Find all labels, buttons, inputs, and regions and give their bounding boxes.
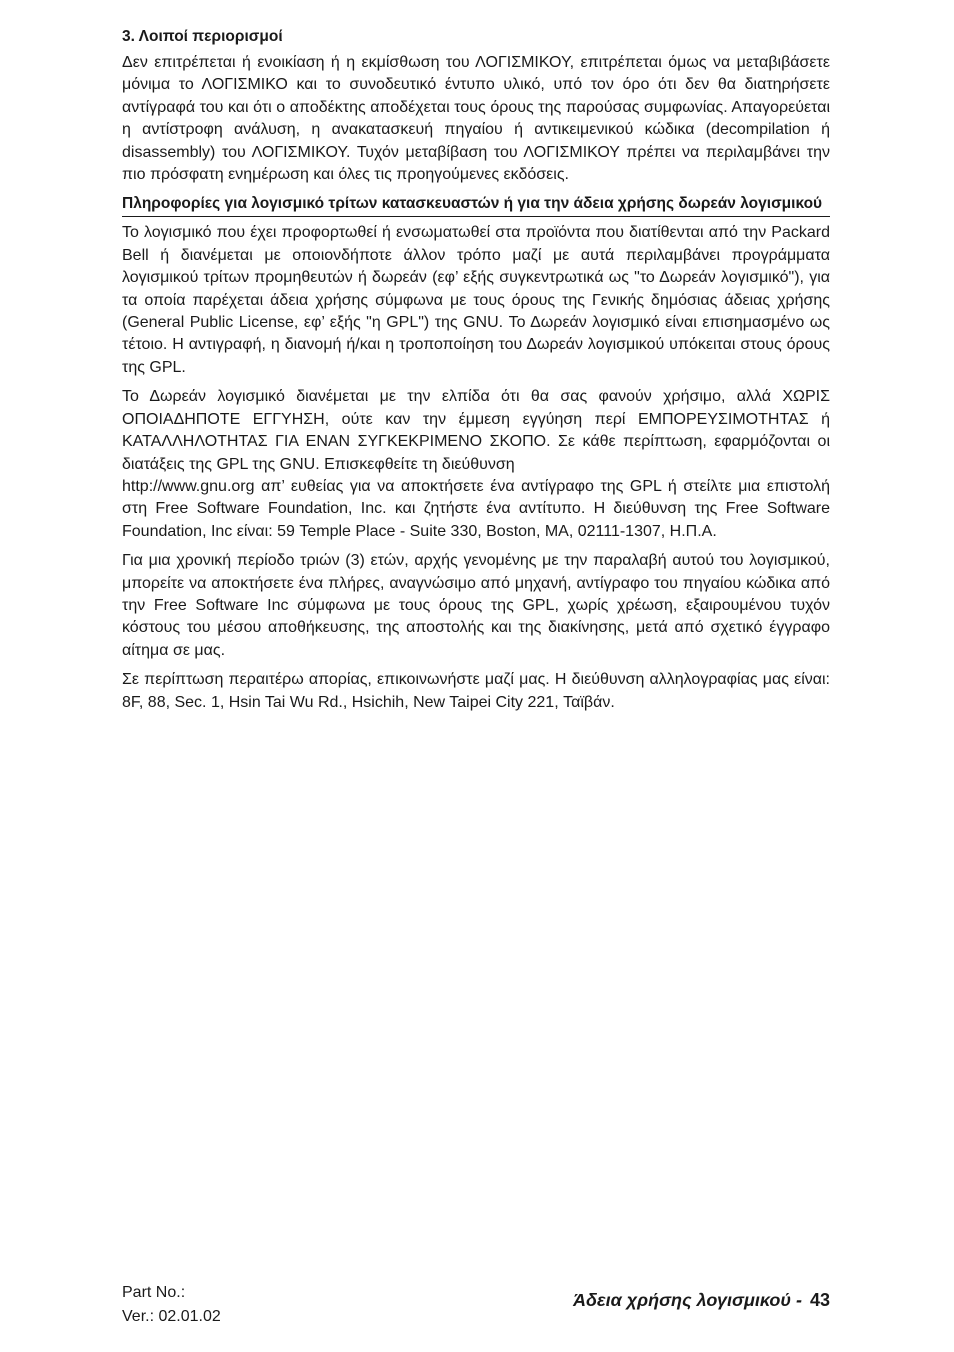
footer-part-info [122,1281,221,1329]
document-body [122,26,830,721]
restrictions-paragraph: Δεν επιτρέπεται ή ενοικίαση ή η εκμίσθωση του ΛΟΓΙΣΜΙΚΟΥ, επιτρέπεται όμως να μεταβιβάσετε μόνιμα το ΛΟΓΙΣΜΙΚΟ και το συνοδευτικό έντυπο υλικό, υπό τον όρο ότι δεν θα διατηρήσετε αντίγραφά του και ότι ο αποδέκτης αποδέχεται τους όρους της παρούσας συμφωνίας. Απαγορεύεται η αντίστροφη ανάλυση, η ανακατασκευή πηγαίου ή αντικειμενικού κώδικα (decompilation ή disassembly) του ΛΟΓΙΣΜΙΚΟΥ. Τυχόν μεταβίβαση του ΛΟΓΙΣΜΙΚΟΥ πρέπει να περιλαμβάνει την πιο πρόσφατη ενημέρωση και όλες τις προηγούμενες εκδόσεις. [122,54,830,184]
page-number: 43 [809,1290,830,1310]
third-party-heading: Πληροφορίες για λογισμικό τρίτων κατασκευαστών ή για την άδεια χρήσης δωρεάν λογισμικού [122,193,830,217]
contact-paragraph: Σε περίπτωση περαιτέρω απορίας, επικοινωνήστε μαζί μας. Η διεύθυνση αλληλογραφίας μας είναι: 8F, 88, Sec. 1, Hsin Tai Wu Rd., Hsichih, New Taipei City 221, Ταϊβάν. [122,671,830,711]
warranty-paragraph: Το Δωρεάν λογισμικό διανέμεται με την ελπίδα ότι θα σας φανούν χρήσιμο, αλλά ΧΩΡΙΣ ΟΠΟΙΑΔΗΠΟΤΕ ΕΓΓΥΗΣΗ, ούτε καν την έμμεση εγγύηση περί ΕΜΠΟΡΕΥΣΙΜΟΤΗΤΑΣ ή ΚΑΤΑΛΛΗΛΟΤΗΤΑΣ ΓΙΑ ΕΝΑΝ ΣΥΓΚΕΚΡΙΜΕΝΟ ΣΚΟΠΟ. Σε κάθε περίπτωση, εφαρμόζονται οι διατάξεις της GPL της GNU. Επισκεφθείτε τη διεύθυνση [122,388,830,473]
part-number-label: Part No.: [122,1284,186,1301]
gnu-address-paragraph: http://www.gnu.org απ’ ευθείας για να αποκτήσετε ένα αντίγραφο της GPL ή στείλτε μια επιστολή στη Free Software Foundation, Inc. και ζητήστε ένα αντίτυπο. Η διεύθυνση της Free Software Foundation, Inc είναι: 59 Temple Place - Suite 330, Boston, MA, 02111-1307, Η.Π.Α. [122,477,830,540]
footer-chapter-title: Άδεια χρήσης λογισμικού - [573,1290,802,1310]
free-software-paragraph: Το λογισμικό που έχει προφορτωθεί ή ενσωματωθεί στα προϊόντα που διατίθενται από την Packard Bell ή διανέμεται με οποιονδήποτε άλλον τρόπο μαζί με αυτά περιλαμβάνει προγράμματα λογισμικού τρίτων προμηθευτών ή δωρεάν (εφ’ εξής συγκεντρωτικά ως "το Δωρεάν λογισμικό"), για τα οποία παρέχεται άδεια χρήσης σύμφωνα με τους όρους της Γενικής δημόσιας άδειας χρήσης (General Public License, εφ’ εξής "η GPL") της GNU. Το Δωρεάν λογισμικό είναι επισημασμένο ως τέτοιο. Η αντιγραφή, η διανομή ή/και η τροποποίηση του Δωρεάν λογισμικού υπόκειται στους όρους της GPL. [122,224,830,376]
source-code-paragraph: Για μια χρονική περίοδο τριών (3) ετών, αρχής γενομένης με την παραλαβή αυτού του λογισμικού, μπορείτε να αποκτήσετε ένα πλήρες, αναγνώσιμο από μηχανή, αντίγραφο του πηγαίου κώδικα από την Free Software Inc σύμφωνα με τους όρους της GPL, χωρίς χρέωση, εξαιρουμένου τυχόν κόστους του μέσου αποθήκευσης, της αποστολής και της διακίνησης, μετά από σχετικό έγγραφο αίτημα σε μας. [122,552,830,659]
version-label: Ver.: 02.01.02 [122,1308,221,1325]
footer-title [573,1290,830,1311]
section-heading: 3. Λοιποί περιορισμοί [122,28,283,45]
